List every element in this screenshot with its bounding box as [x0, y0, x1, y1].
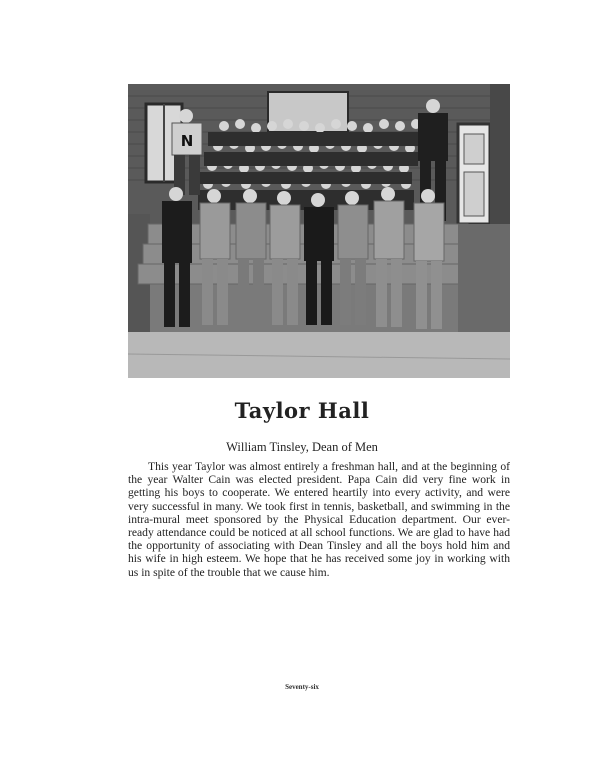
sweater-letter: N: [180, 132, 194, 150]
group-photo: [128, 84, 510, 378]
article-paragraph: This year Taylor was almost entirely a freshman hall, and at the beginning of the year Walter Cain was elected president. Papa Cain did very fine work in getting his boys to cooperate. We entered heartily into every activity, and were very successful in many. We took first in tennis, basketball, and swimming in the intra-mural meet sponsored by the Physical Education department. Our ever-ready attendance could be noticed at all school functions. We are glad to have had the opportunity of associating with Dean Tinsley and all the boys hold him and his wife in high esteem. We hope that he has received some joy in working with us in spite of the trouble that we cause him.: [128, 460, 510, 579]
page-number: Seventy-six: [285, 683, 319, 691]
page-title: Taylor Hall: [234, 398, 370, 423]
dean-byline: William Tinsley, Dean of Men: [226, 440, 378, 454]
